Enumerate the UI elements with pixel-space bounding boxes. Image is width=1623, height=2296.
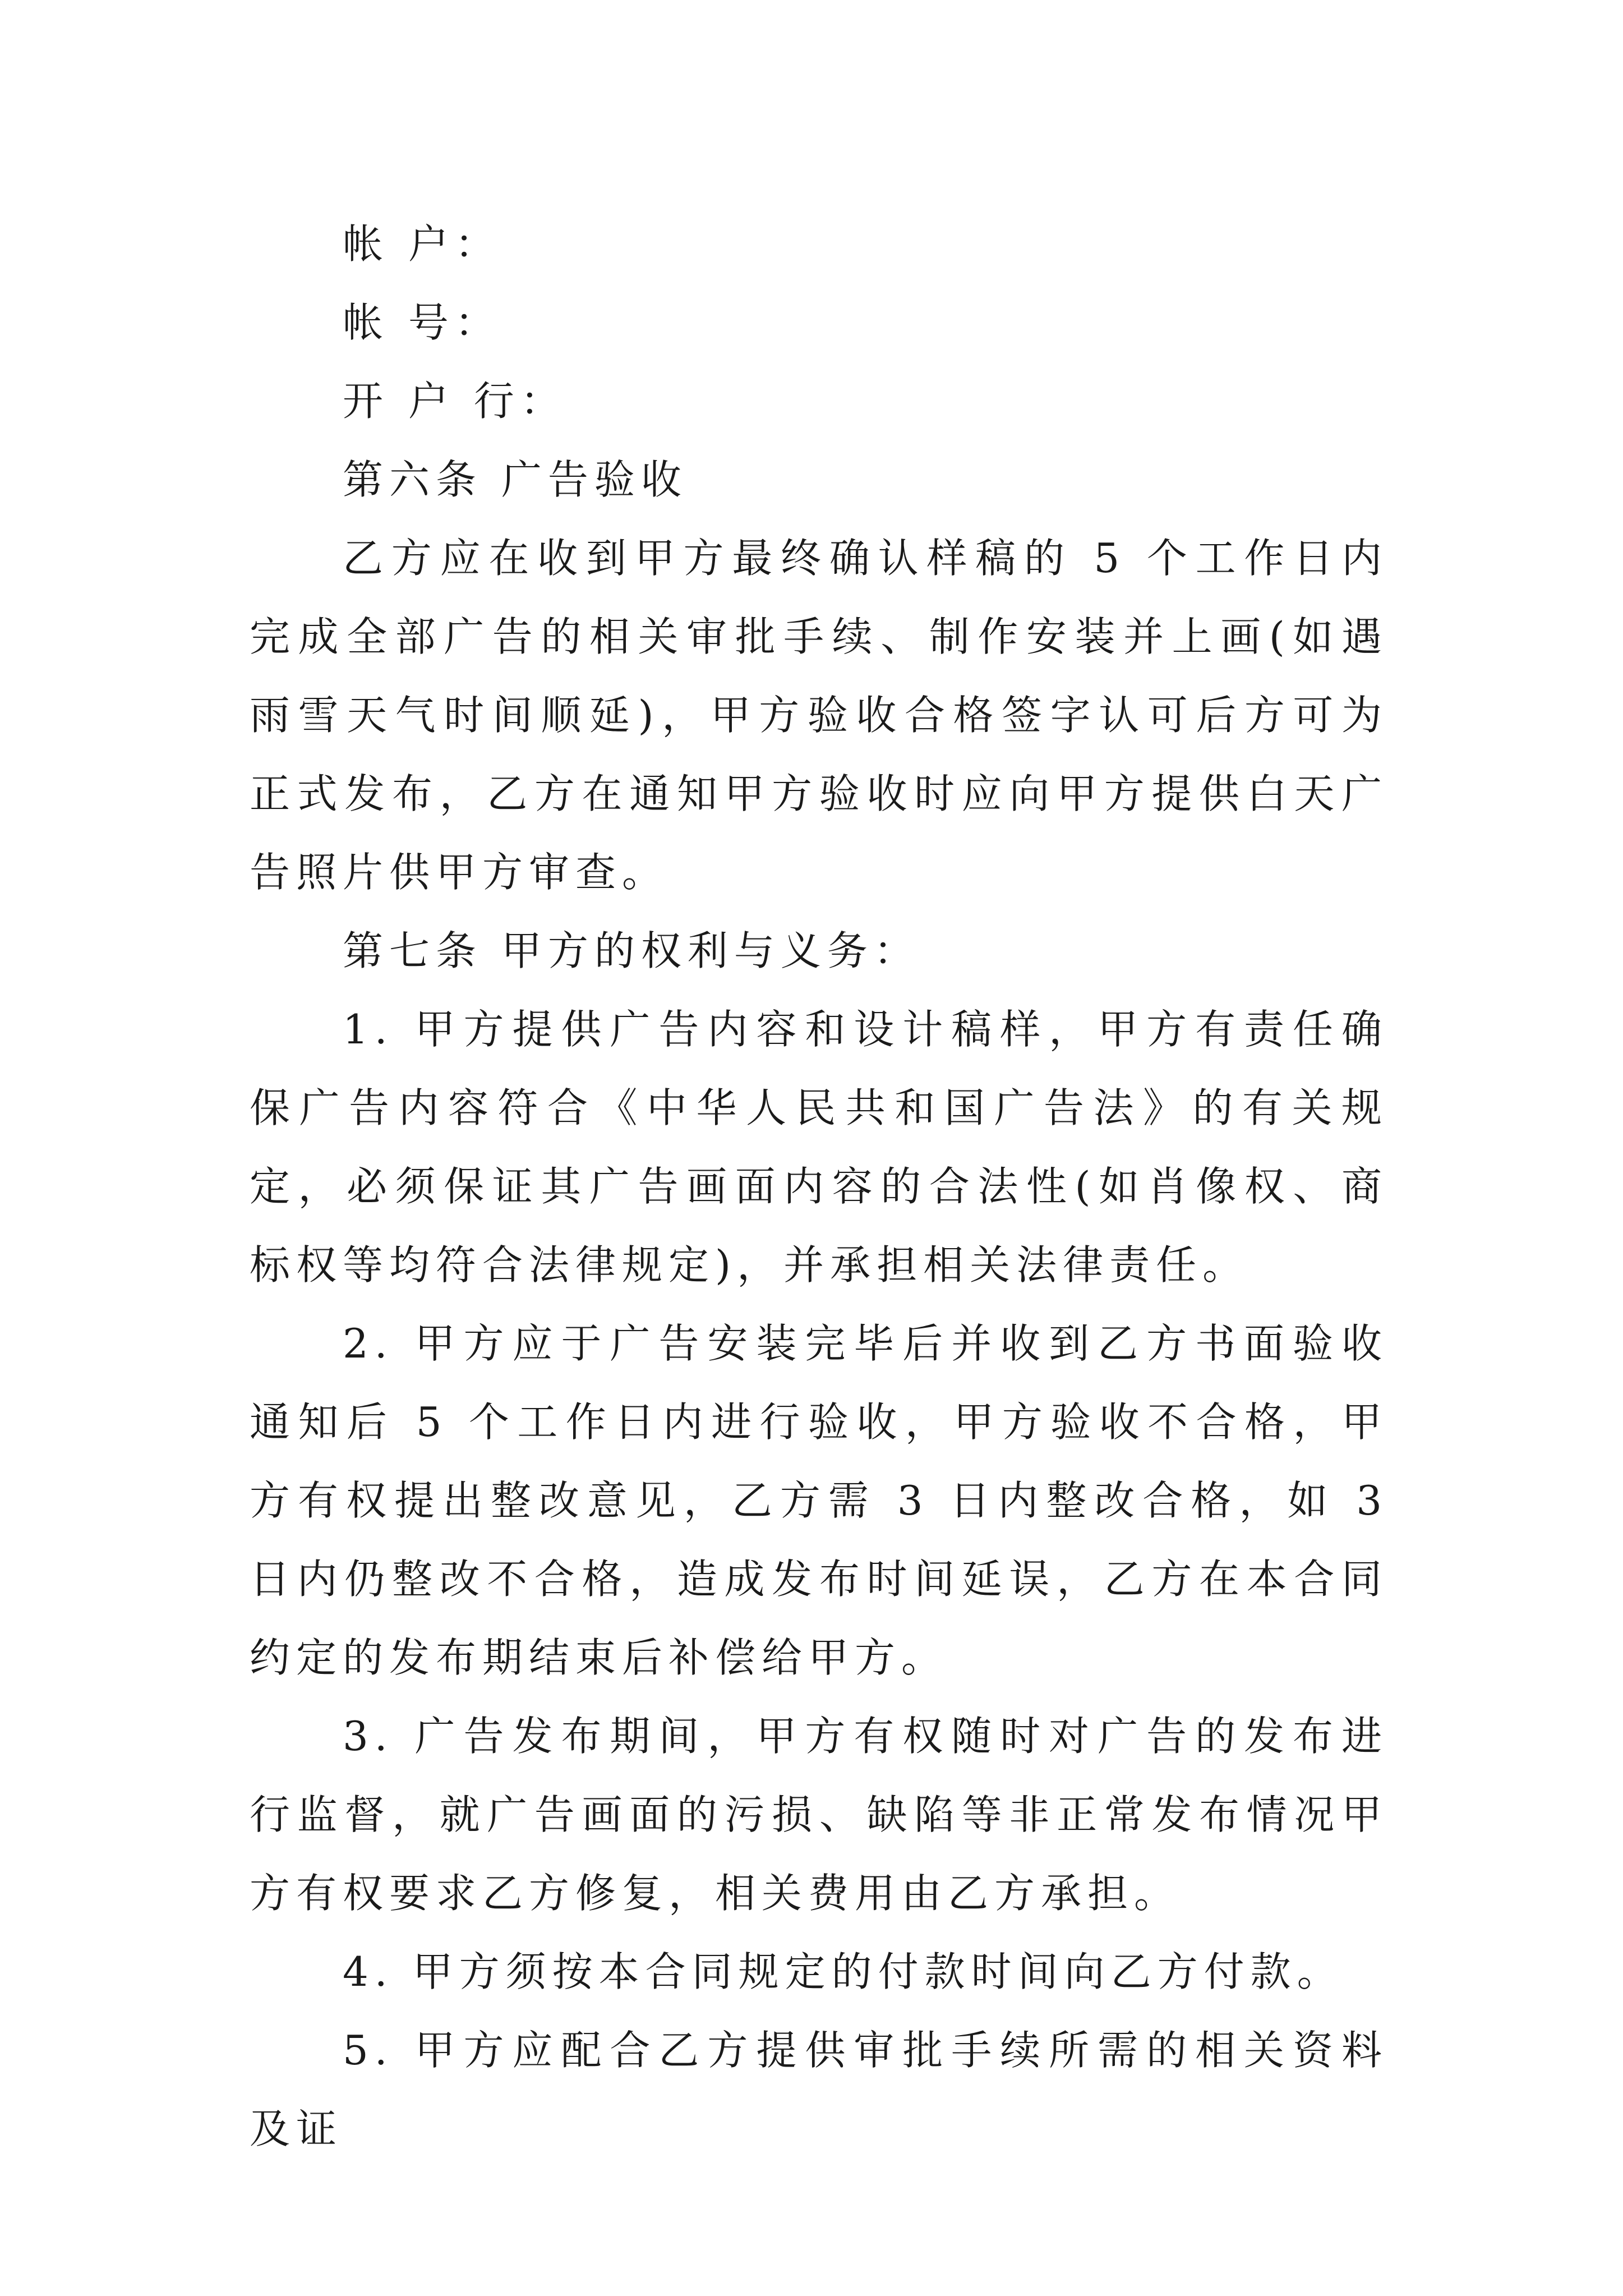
opening-bank-line: 开 户 行：: [343, 378, 567, 425]
article-7-item-4: 4. 甲方须按本合同规定的付款时间向乙方付款。: [343, 1948, 1344, 1995]
article-7-item-1: 1. 甲方提供广告内容和设计稿样，甲方有责任确保广告内容符合《中华人民共和国广告法》的有关规定，必须保证其广告画面内容的合法性(如肖像权、商标权等均符合法律规定)，并承担相关法律责任。: [250, 1006, 1388, 1289]
article-6-heading: 第六条 广告验收: [343, 456, 688, 503]
article-7-item-2: 2. 甲方应于广告安装完毕后并收到乙方书面验收通知后 5 个工作日内进行验收，甲方验收不合格，甲方有权提出整改意见，乙方需 3 日内整改合格，如 3 日内仍整改不合格，造成发布时间延误，乙方在本合同约定的发布期结束后补偿给甲方。: [250, 1320, 1388, 1681]
article-7-item-5: 5. 甲方应配合乙方提供审批手续所需的相关资料及证: [250, 2027, 1388, 2152]
article-7-heading: 第七条 甲方的权利与义务：: [343, 927, 920, 974]
account-name-line: 帐 户：: [343, 220, 501, 268]
account-number-line: 帐 号：: [343, 299, 501, 346]
document-body: [250, 205, 1388, 2168]
article-7-item-3: 3. 广告发布期间，甲方有权随时对广告的发布进行监督，就广告画面的污损、缺陷等非正常发布情况甲方有权要求乙方修复，相关费用由乙方承担。: [250, 1713, 1388, 1917]
article-6-paragraph: 乙方应在收到甲方最终确认样稿的 5 个工作日内完成全部广告的相关审批手续、制作安装并上画(如遇雨雪天气时间顺延)，甲方验收合格签字认可后方可为正式发布，乙方在通知甲方验收时应向甲方提供白天广告照片供甲方审查。: [250, 535, 1388, 896]
